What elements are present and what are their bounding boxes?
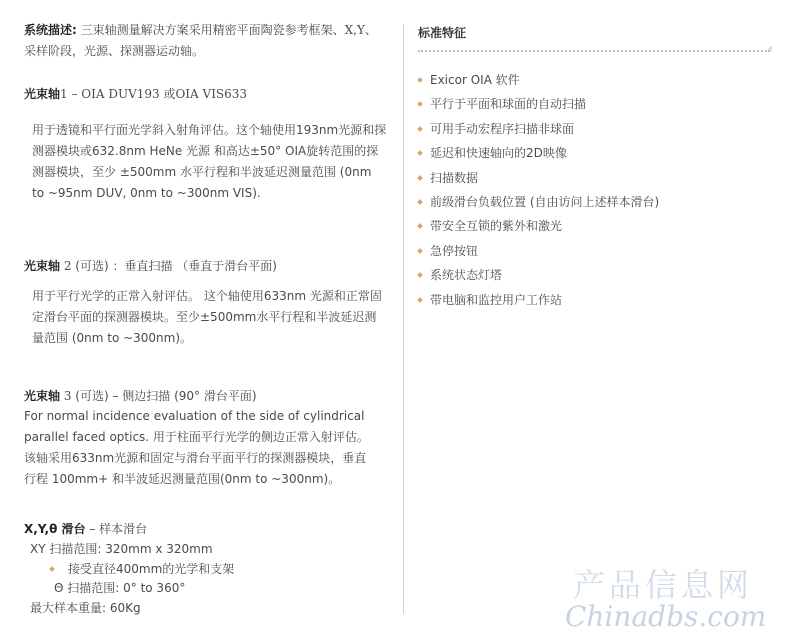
diamond-bullet-icon bbox=[417, 297, 423, 303]
watermark-cn: 产品信息网 bbox=[573, 566, 754, 604]
axis1-desc: 用于透镜和平行面光学斜入射角评估。这个轴使用193nm光源和探测器模块或632.8nm HeNe 光源 和高达±50° OIA旋转范围的探测器模块，至少 ±500mm 水平行程和半波延迟测量范围 (0nm to ~95nm DUV, 0nm to ~300nm VIS). bbox=[32, 123, 387, 200]
axis2-rest: (可选) ：垂直扫描 （垂直于滑台平面) bbox=[71, 259, 277, 273]
axis1-heading bbox=[24, 84, 384, 105]
axis1-title: 光束轴 bbox=[24, 87, 61, 101]
stage-rest: – 样本滑台 bbox=[85, 522, 148, 536]
diamond-bullet-icon bbox=[417, 77, 423, 83]
features-list bbox=[418, 68, 770, 312]
feature-item: 带安全互锁的紫外和激光 bbox=[418, 214, 770, 238]
watermark-en: Chinadbs.com bbox=[565, 600, 767, 633]
axis3-heading bbox=[24, 386, 384, 407]
axis2-desc: 用于平行光学的正常入射评估。 这个轴使用633nm 光源和正常固定滑台平面的探测器模块。至少±500mm水平行程和半波延迟测量范围 (0nm to ~300nm)。 bbox=[32, 289, 382, 345]
diamond-bullet-icon bbox=[417, 102, 423, 108]
stage-item-weight: 最大样本重量: 60Kg bbox=[30, 600, 141, 615]
system-text: 三束轴测量解决方案采用精密平面陶瓷参考框架、X,Y、采样阶段，光源、探测器运动轴。 bbox=[24, 23, 377, 58]
stage-item-theta: Θ 扫描范围: 0° to 360° bbox=[54, 581, 186, 595]
system-label: 系统描述: bbox=[24, 23, 77, 37]
diamond-bullet-icon bbox=[417, 150, 423, 156]
feature-item: Exicor OIA 软件 bbox=[418, 68, 770, 92]
features-panel bbox=[418, 24, 770, 312]
diamond-bullet-icon bbox=[417, 224, 423, 230]
axis1-rest: – OIA DUV193 或OIA VIS633 bbox=[67, 87, 248, 101]
feature-item: 急停按钮 bbox=[418, 239, 770, 263]
axis3-title: 光束轴 bbox=[24, 389, 61, 403]
stage-list bbox=[24, 540, 384, 618]
dotted-divider bbox=[418, 46, 772, 53]
diamond-bullet-icon bbox=[417, 199, 423, 205]
diamond-bullet-icon bbox=[49, 566, 55, 572]
feature-item: 可用手动宏程序扫描非球面 bbox=[418, 117, 770, 141]
diamond-bullet-icon bbox=[417, 126, 423, 132]
column-divider bbox=[403, 24, 404, 614]
stage-title: X,Y,θ 滑台 bbox=[24, 522, 86, 536]
feature-item: 系统状态灯塔 bbox=[418, 263, 770, 287]
diamond-bullet-icon bbox=[417, 175, 423, 181]
diamond-bullet-icon bbox=[417, 248, 423, 254]
stage-heading bbox=[24, 519, 384, 540]
feature-item: 平行于平面和球面的自动扫描 bbox=[418, 92, 770, 116]
axis3-desc: For normal incidence evaluation of the side of cylindrical parallel faced optics. 用于柱面平行光学的侧边正常入射评估。该轴采用633nm光源和固定与滑台平面平行的探测器模块，垂直行程 100mm+ 和半波延迟测量范围(0nm to ~300nm)。 bbox=[24, 409, 369, 486]
axis2-num: 2 bbox=[63, 259, 72, 273]
features-title: 标准特征 bbox=[418, 26, 467, 40]
axis3-num: 3 bbox=[63, 389, 72, 403]
axis2-heading bbox=[24, 256, 384, 277]
axis3-rest: (可选) – 侧边扫描 (90° 滑台平面) bbox=[71, 389, 257, 403]
system-description bbox=[24, 20, 384, 62]
corner-mark: d bbox=[768, 46, 772, 53]
stage-item-diameter: 接受直径400mm的光学和支架 bbox=[24, 560, 384, 580]
axis1-num: 1 bbox=[60, 87, 68, 101]
feature-item: 扫描数据 bbox=[418, 166, 770, 190]
feature-item: 前级滑台负载位置 (自由访问上述样本滑台) bbox=[418, 190, 770, 214]
stage-item-xy: XY 扫描范围: 320mm x 320mm bbox=[30, 542, 213, 556]
axis2-title: 光束轴 bbox=[24, 259, 61, 273]
feature-item: 带电脑和监控用户工作站 bbox=[418, 288, 770, 312]
diamond-bullet-icon bbox=[417, 272, 423, 278]
feature-item: 延迟和快速轴向的2D映像 bbox=[418, 141, 770, 165]
